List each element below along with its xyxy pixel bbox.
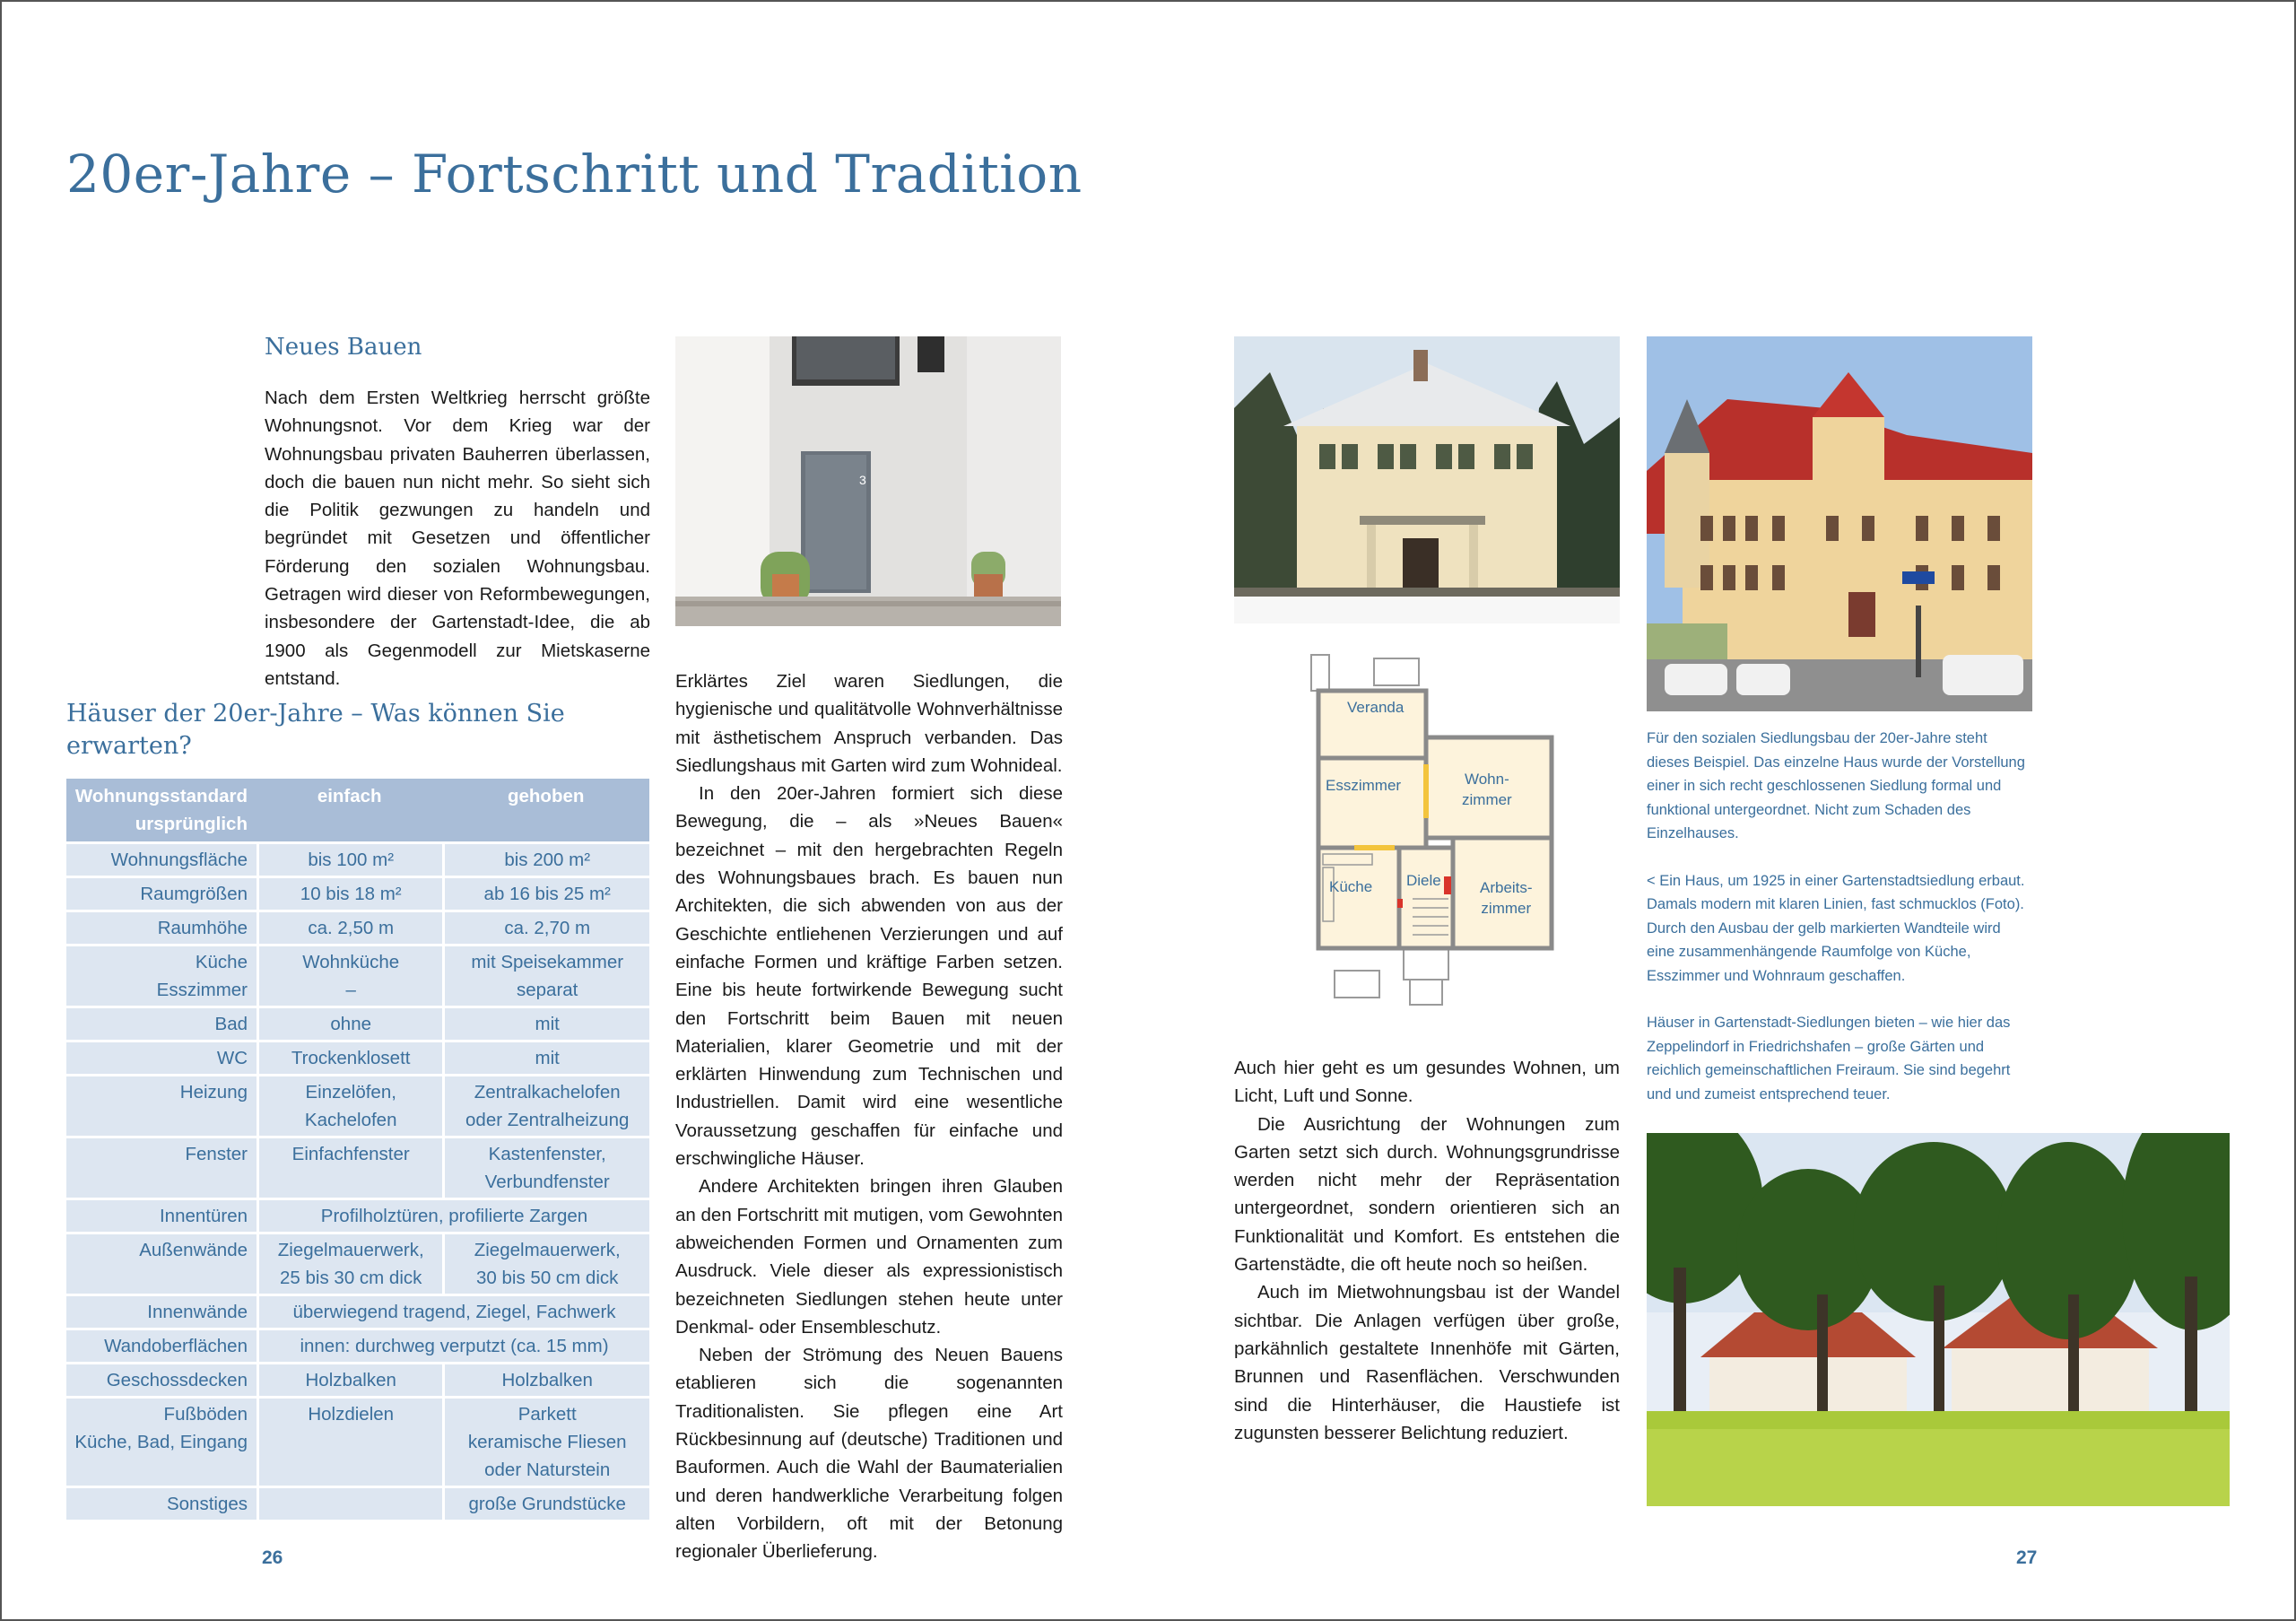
table-row [66, 1330, 649, 1362]
table-row [66, 1488, 649, 1520]
table-cell: mit Speisekammer separat [442, 946, 649, 1006]
room-label-esszimmer: Esszimmer [1326, 777, 1402, 794]
room-label-diele: Diele [1406, 872, 1441, 889]
right-paragraph: Auch im Mietwohnungsbau ist der Wandel sichtbar. Die Anlagen verfügen über große, parkähnlich gestaltete Innenhöfe mit Gärten, Brunnen und Rasenflächen. Verschwunden sind die Hinterhäuser, die Haustiefe ist zugunsten besserer Belichtung reduziert. [1234, 1282, 1620, 1443]
table-cell: Parkett keramische Fliesen oder Naturstein [442, 1399, 649, 1486]
table-row [66, 1042, 649, 1074]
middle-paragraph: In den 20er-Jahren formiert sich diese Bewegung, die – als »Neues Bauen« bezeichnet – mit den hergebrachten Regeln des Wohnungsbaues brach. Es bauen nun Architekten, die sich abwenden von aus der Geschichte entliehenen Verzierungen und auf einfache Formen und kräftige Farben setzen. Eine bis heute fortwirkende Bewegung sucht den Fortschritt beim Bauen mit neuen Materialien, klarer Geometrie und mit der erklärten Hinwendung zum Technischen und Industriellen. Damit wird eine wesentliche Voraussetzung geschaffen für einfache und erschwingliche Häuser. [675, 783, 1063, 1170]
table-row [66, 1008, 649, 1040]
caption-2: < Ein Haus, um 1925 in einer Gartenstadtsiedlung erbaut. Damals modern mit klaren Linien, fast schmucklos (Foto). Durch den Ausbau der gelb markierten Wandteile wird eine zusammenhängende Raumfolge von Küche, Esszimmer und Wohnraum geschaffen. [1647, 872, 2025, 984]
table-row-label: Außenwände [66, 1234, 257, 1294]
table-row-label: Wandoberflächen [66, 1330, 257, 1362]
table-header-cell: gehoben [442, 779, 649, 841]
table-header-row [66, 779, 649, 841]
door-photo [675, 336, 1061, 626]
room-label-arbeitszimmer: Arbeits- zimmer [1480, 879, 1533, 917]
table-cell: bis 100 m² [257, 844, 442, 876]
table-row-label: Heizung [66, 1076, 257, 1136]
table-cell: Einfachfenster [257, 1138, 442, 1198]
middle-paragraph: Erklärtes Ziel waren Siedlungen, die hygienische und qualitätvolle Wohnverhältnisse mit ästhetischem Anspruch verbanden. Das Siedlungshaus mit Garten wird zum Wohnideal. [675, 671, 1063, 776]
table-cell: innen: durchweg verputzt (ca. 15 mm) [257, 1330, 649, 1362]
table-cell: ohne [257, 1008, 442, 1040]
table-row-label: Küche Esszimmer [66, 946, 257, 1006]
house-photo [1234, 336, 1620, 623]
table-header-cell: Wohnungsstandard ursprünglich [66, 779, 257, 841]
table-row [66, 912, 649, 944]
caption-3: Häuser in Gartenstadt-Siedlungen bieten – wie hier das Zeppelindorf in Friedrichshafen – große Gärten und reichlich gemeinschaftlichen Freiraum. Sie sind begehrt und und zumeist entsprechend teuer. [1647, 1015, 2011, 1102]
room-label-kueche: Küche [1329, 878, 1373, 895]
table-heading: Häuser der 20er-Jahre – Was können Sie erwarten? [66, 700, 565, 760]
middle-column-text [675, 667, 1063, 1566]
table-row [66, 1200, 649, 1232]
table-cell: ab 16 bis 25 m² [442, 878, 649, 910]
table-row-label: WC [66, 1042, 257, 1074]
table-cell: Profilholztüren, profilierte Zargen [257, 1200, 649, 1232]
door-number: 3 [859, 473, 866, 487]
table-row [66, 946, 649, 1006]
table-row [66, 1399, 649, 1486]
table-cell: Kastenfenster, Verbundfenster [442, 1138, 649, 1198]
table-row [66, 1364, 649, 1396]
table-cell: Ziegelmauerwerk, 30 bis 50 cm dick [442, 1234, 649, 1294]
table-row [66, 1076, 649, 1136]
table-cell: Trockenklosett [257, 1042, 442, 1074]
page-number-right: 27 [2016, 1547, 2038, 1568]
table-cell: Holzbalken [257, 1364, 442, 1396]
room-label-veranda: Veranda [1347, 699, 1405, 716]
table-cell: große Grundstücke [442, 1488, 649, 1520]
table-cell: bis 200 m² [442, 844, 649, 876]
table-cell: Holzbalken [442, 1364, 649, 1396]
table-row-label: Fenster [66, 1138, 257, 1198]
table-row-label: Raumgrößen [66, 878, 257, 910]
table-cell: Wohnküche – [257, 946, 442, 1006]
table-cell: mit [442, 1042, 649, 1074]
intro-paragraph: Nach dem Ersten Weltkrieg herrscht größte Wohnungsnot. Vor dem Krieg war der Wohnungsbau privaten Bauherren überlassen, doch die bauen nun nicht mehr. So sieht sich die Politik gezwungen zu handeln und begründet mit Gesetzen und öffentlicher Förderung den sozialen Wohnungsbau. Getragen wird dieser von Reformbewegungen, insbesondere der Gartenstadt-Idee, die ab 1900 als Gegenmodell zur Mietskaserne entstand. [265, 388, 650, 689]
floor-plan [1300, 648, 1570, 1011]
middle-paragraph: Andere Architekten bringen ihren Glauben an den Fortschritt mit mutigen, vom Gewohnten abweichenden Formen und Ornamenten zum Ausdruck. Viele dieser als expressionistisch bezeichneten Siedlungen stehen heute unter Denkmal- oder Ensembleschutz. [675, 1176, 1063, 1338]
section-heading: Neues Bauen [265, 334, 422, 361]
right-paragraph: Auch hier geht es um gesundes Wohnen, um Licht, Luft und Sonne. [1234, 1058, 1620, 1107]
table-cell [257, 1488, 442, 1520]
captions [1647, 727, 2032, 1129]
table-cell: Holzdielen [257, 1399, 442, 1486]
table-cell: Ziegelmauerwerk, 25 bis 30 cm dick [257, 1234, 442, 1294]
page-number-left: 26 [262, 1547, 283, 1568]
table-row-label: Fußböden Küche, Bad, Eingang [66, 1399, 257, 1486]
intro-text [265, 384, 650, 693]
garden-photo [1647, 1133, 2230, 1506]
settlement-photo [1647, 336, 2032, 711]
table-row-label: Innenwände [66, 1296, 257, 1328]
right-paragraph: Die Ausrichtung der Wohnungen zum Garten setzt sich durch. Wohnungsgrundrisse werden nicht mehr der Repräsentation untergeordnet, sondern orientieren sich an Funktionalität und Komfort. Es entstehen die Gartenstädte, die oft heute noch so heißen. [1234, 1113, 1620, 1276]
table-cell: ca. 2,50 m [257, 912, 442, 944]
table-cell: Zentralkachelofen oder Zentralheizung [442, 1076, 649, 1136]
table-header-cell: einfach [257, 779, 442, 841]
table-cell: 10 bis 18 m² [257, 878, 442, 910]
table-row [66, 1234, 649, 1294]
table-row-label: Innentüren [66, 1200, 257, 1232]
table-row [66, 878, 649, 910]
table-cell: ca. 2,70 m [442, 912, 649, 944]
table-row [66, 844, 649, 876]
middle-paragraph: Neben der Strömung des Neuen Bauens etablieren sich die sogenannten Traditionalisten. Sie pflegen eine Art Rückbesinnung auf (deutsche) Traditionen und Bauformen. Auch die Wahl der Baumaterialien und deren handwerkliche Verarbeitung folgen alten Vorbildern, oft mit der Betonung regionaler Überlieferung. [675, 1345, 1063, 1563]
page-title: 20er-Jahre – Fortschritt und Tradition [66, 144, 1083, 205]
standards-table [66, 776, 649, 1522]
right-body-text [1234, 1054, 1620, 1447]
table-row [66, 1296, 649, 1328]
table-row-label: Sonstiges [66, 1488, 257, 1520]
caption-1: Für den sozialen Siedlungsbau der 20er-Jahre steht dieses Beispiel. Das einzelne Haus wurde der Vorstellung einer in sich recht geschlossenen Siedlung formal und funktional untergeordnet. Nicht zum Schaden des Einzelhauses. [1647, 730, 2025, 841]
room-label-wohnzimmer: Wohn- zimmer [1462, 771, 1512, 808]
table-row-label: Wohnungsfläche [66, 844, 257, 876]
table-cell: überwiegend tragend, Ziegel, Fachwerk [257, 1296, 649, 1328]
table-cell: mit [442, 1008, 649, 1040]
table-row-label: Bad [66, 1008, 257, 1040]
table-row-label: Raumhöhe [66, 912, 257, 944]
table-cell: Einzelöfen, Kachelofen [257, 1076, 442, 1136]
table-row-label: Geschossdecken [66, 1364, 257, 1396]
table-row [66, 1138, 649, 1198]
